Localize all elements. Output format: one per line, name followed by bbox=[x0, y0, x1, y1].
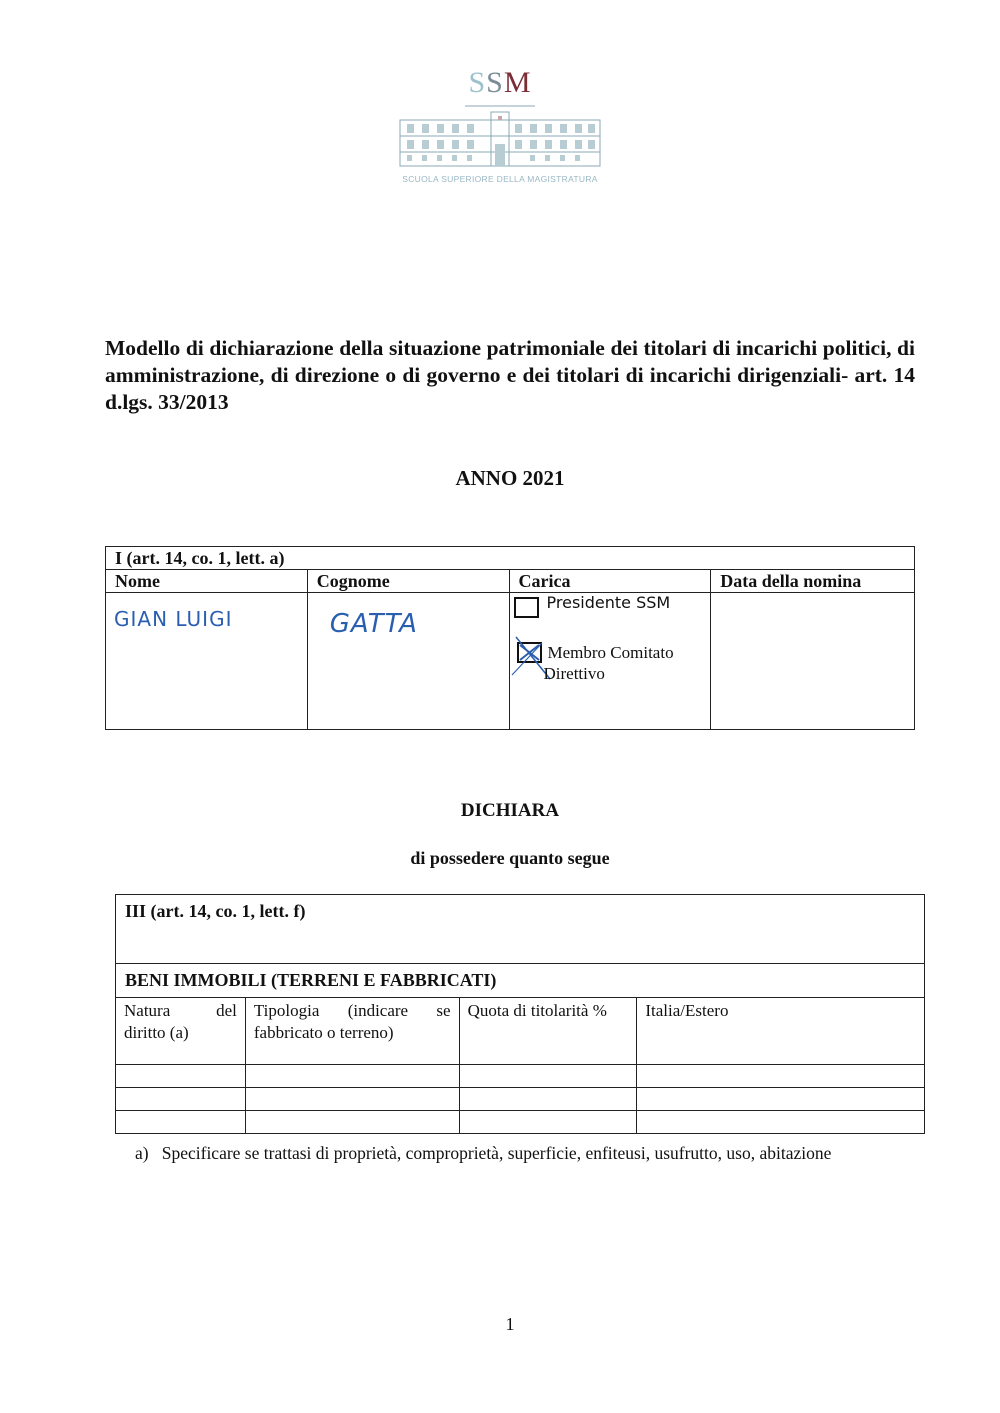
cognome-cell[interactable] bbox=[307, 593, 509, 730]
page-number: 1 bbox=[505, 1314, 515, 1334]
section-1-heading: I (art. 14, co. 1, lett. a) bbox=[106, 547, 915, 570]
logo-subtitle: SCUOLA SUPERIORE DELLA MAGISTRATURA bbox=[402, 174, 598, 184]
column-carica: Carica bbox=[509, 570, 711, 593]
section-1-table bbox=[105, 546, 915, 730]
cognome-handwritten: GATTA bbox=[329, 609, 418, 639]
section-3-subheading: BENI IMMOBILI (TERRENI E FABBRICATI) bbox=[116, 964, 925, 998]
section-3-table bbox=[115, 894, 925, 1134]
document-title: Modello di dichiarazione della situazione patrimoniale dei titolari di incarichi politici, di amministrazione, di direzione o di governo e dei titolari di incarichi dirigenziali- art. 14 d.lgs. 33/2013 bbox=[105, 336, 915, 414]
data-nomina-cell[interactable] bbox=[711, 593, 915, 730]
table-cell[interactable] bbox=[459, 1088, 637, 1111]
footnote bbox=[135, 1143, 831, 1164]
nome-cell[interactable] bbox=[106, 593, 308, 730]
footnote-marker: a) bbox=[135, 1143, 149, 1163]
column-cognome: Cognome bbox=[307, 570, 509, 593]
table-cell[interactable] bbox=[459, 1065, 637, 1088]
table-cell[interactable] bbox=[637, 1065, 925, 1088]
logo-letters: SSM bbox=[468, 66, 532, 99]
footnote-text: Specificare se trattasi di proprietà, comproprietà, superficie, enfiteusi, usufrutto, uso, abitazione bbox=[161, 1143, 832, 1163]
table-cell[interactable] bbox=[245, 1111, 459, 1134]
checkbox-presidente[interactable] bbox=[514, 597, 539, 618]
declaration-subheading: di possedere quanto segue bbox=[410, 848, 610, 868]
section-3-heading: III (art. 14, co. 1, lett. f) bbox=[116, 895, 925, 964]
declaration-heading: DICHIARA bbox=[460, 800, 560, 821]
table-cell[interactable] bbox=[637, 1111, 925, 1134]
table-cell[interactable] bbox=[116, 1088, 246, 1111]
document-year: ANNO 2021 bbox=[455, 466, 565, 490]
table-cell[interactable] bbox=[116, 1065, 246, 1088]
building-emblem-icon bbox=[395, 100, 605, 172]
column-tipologia: Tipologia (indicare se fabbricato o terreno) bbox=[245, 998, 459, 1065]
column-quota: Quota di titolarità % bbox=[459, 998, 637, 1065]
carica-cell bbox=[509, 593, 711, 730]
table-cell[interactable] bbox=[637, 1088, 925, 1111]
column-nome: Nome bbox=[106, 570, 308, 593]
column-italia-estero: Italia/Estero bbox=[637, 998, 925, 1065]
table-cell[interactable] bbox=[459, 1111, 637, 1134]
column-data-nomina: Data della nomina bbox=[711, 570, 915, 593]
option-membro-label-1: Membro Comitato bbox=[547, 643, 674, 662]
option-membro-label-2: Direttivo bbox=[543, 664, 605, 683]
table-cell[interactable] bbox=[245, 1088, 459, 1111]
table-cell[interactable] bbox=[116, 1111, 246, 1134]
option-presidente-label: Presidente SSM bbox=[546, 593, 671, 612]
ssm-logo bbox=[395, 62, 605, 190]
nome-handwritten: GIAN LUIGI bbox=[114, 607, 233, 631]
table-cell[interactable] bbox=[245, 1065, 459, 1088]
column-natura-diritto: Natura del diritto (a) bbox=[116, 998, 246, 1065]
